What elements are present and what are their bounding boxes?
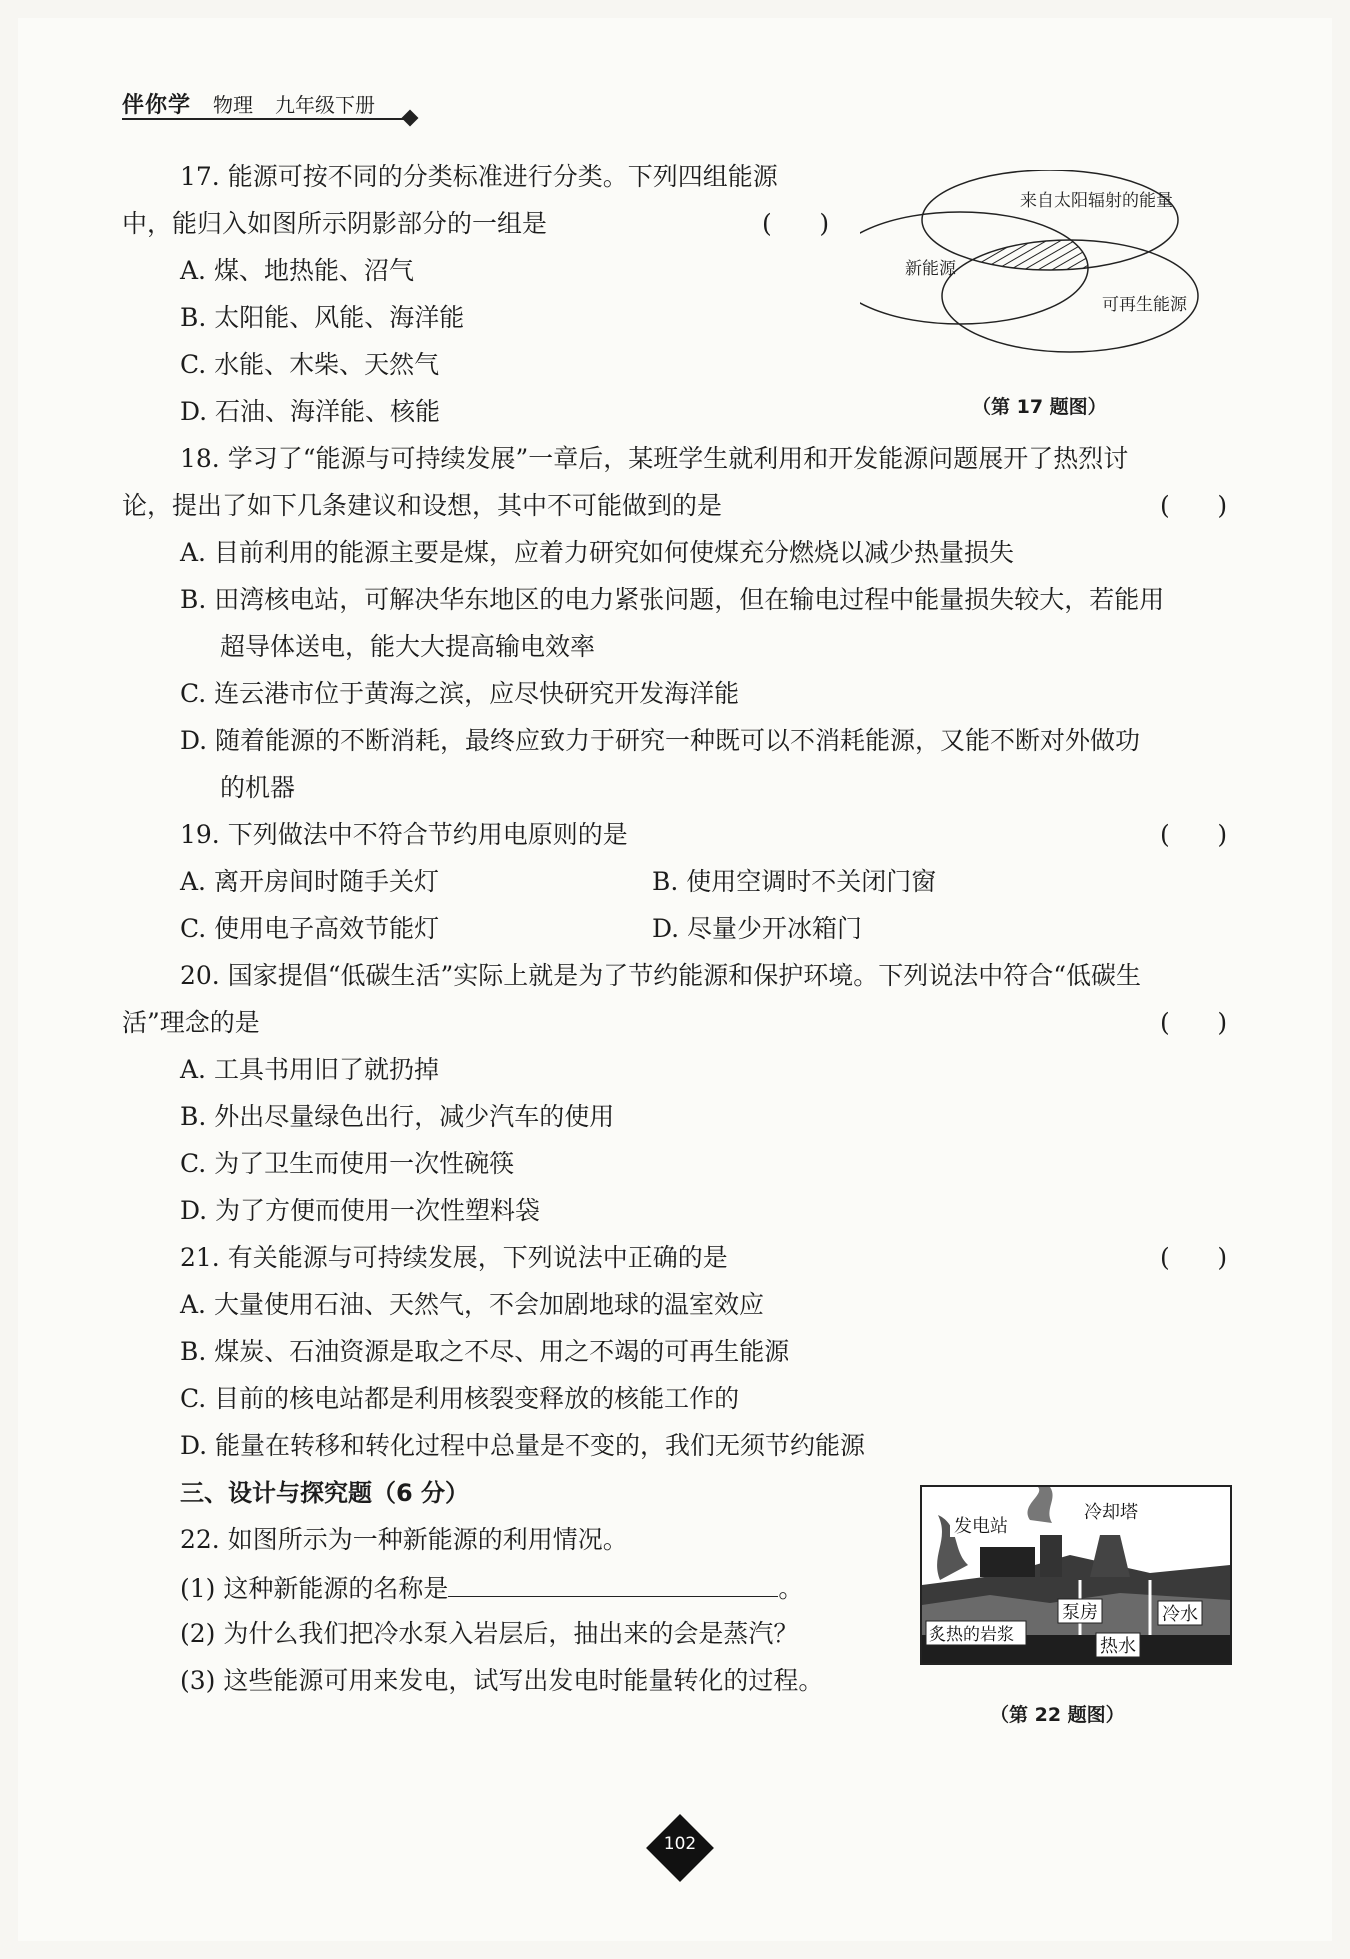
q18-answer-paren: ( ) <box>1160 491 1228 520</box>
q20-option-a: A. 工具书用旧了就扔掉 <box>180 1055 439 1084</box>
q22-answer-blank[interactable] <box>448 1572 778 1597</box>
q18-option-c: C. 连云港市位于黄海之滨，应尽快研究开发海洋能 <box>180 679 740 708</box>
q22-sub1-end: 。 <box>778 1574 804 1603</box>
q20-option-b: B. 外出尽量绿色出行，减少汽车的使用 <box>180 1102 615 1131</box>
q17-answer-paren: ( ) <box>762 209 830 238</box>
q22-figure-caption: （第 22 题图） <box>990 1704 1125 1726</box>
label-cold-water: 冷水 <box>1162 1604 1198 1625</box>
running-header <box>122 88 375 122</box>
q21-option-c: C. 目前的核电站都是利用核裂变释放的核能工作的 <box>180 1384 740 1413</box>
q18-option-d-line2: 的机器 <box>220 773 296 802</box>
grade-label: 九年级下册 <box>275 93 376 117</box>
q17-venn-diagram <box>860 170 1260 370</box>
q19-stem: 19. 下列做法中不符合节约用电原则的是 <box>180 820 628 849</box>
q22-subquestion-3: (3) 这些能源可用来发电，试写出发电时能量转化的过程。 <box>180 1666 824 1695</box>
venn-label-renewable: 可再生能源 <box>1102 295 1187 315</box>
q18-option-a: A. 目前利用的能源主要是煤，应着力研究如何使煤充分燃烧以减少热量损失 <box>180 538 1014 567</box>
q20-option-d: D. 为了方便而使用一次性塑料袋 <box>180 1196 541 1225</box>
q18-option-b-line2: 超导体送电，能大大提高输电效率 <box>220 632 596 661</box>
q19-option-d: D. 尽量少开冰箱门 <box>652 914 863 943</box>
q20-stem-line2: 活”理念的是 <box>122 1008 260 1037</box>
venn-label-solar: 来自太阳辐射的能量 <box>1020 191 1173 211</box>
q22-subquestion-1 <box>180 1572 803 1604</box>
q22-stem: 22. 如图所示为一种新能源的利用情况。 <box>180 1525 628 1554</box>
q17-figure-caption: （第 17 题图） <box>972 396 1107 418</box>
q20-option-c: C. 为了卫生而使用一次性碗筷 <box>180 1149 515 1178</box>
q17-option-a: A. 煤、地热能、沼气 <box>180 256 414 285</box>
subject-label: 物理 <box>213 93 254 117</box>
q21-option-a: A. 大量使用石油、天然气，不会加剧地球的温室效应 <box>180 1290 764 1319</box>
power-station-building <box>980 1547 1035 1577</box>
q22-geothermal-figure <box>920 1485 1232 1665</box>
q17-stem-line1: 17. 能源可按不同的分类标准进行分类。下列四组能源 <box>180 162 778 191</box>
q20-stem-line1: 20. 国家提倡“低碳生活”实际上就是为了节约能源和保护环境。下列说法中符合“低碳生 <box>180 961 1142 990</box>
q17-option-d: D. 石油、海洋能、核能 <box>180 397 441 426</box>
q21-answer-paren: ( ) <box>1160 1243 1228 1272</box>
q18-stem-line1: 18. 学习了“能源与可持续发展”一章后，某班学生就利用和开发能源问题展开了热烈讨 <box>180 444 1129 473</box>
label-hot-water: 热水 <box>1100 1636 1136 1657</box>
q17-stem-line2: 中，能归入如图所示阴影部分的一组是 <box>122 209 548 238</box>
q17-option-b: B. 太阳能、风能、海洋能 <box>180 303 465 332</box>
q22-subquestion-2: (2) 为什么我们把冷水泵入岩层后，抽出来的会是蒸汽？ <box>180 1619 799 1648</box>
q21-option-b: B. 煤炭、石油资源是取之不尽、用之不竭的可再生能源 <box>180 1337 790 1366</box>
q19-answer-paren: ( ) <box>1160 820 1228 849</box>
q22-sub1-text: (1) 这种新能源的名称是 <box>180 1574 449 1603</box>
section-three-title: 三、设计与探究题（6 分） <box>180 1479 470 1507</box>
venn-label-new: 新能源 <box>905 259 956 279</box>
q20-answer-paren: ( ) <box>1160 1008 1228 1037</box>
q21-option-d: D. 能量在转移和转化过程中总量是不变的，我们无须节约能源 <box>180 1431 866 1460</box>
q19-option-b: B. 使用空调时不关闭门窗 <box>652 867 937 896</box>
q17-option-c: C. 水能、木柴、天然气 <box>180 350 440 379</box>
q18-option-b-line1: B. 田湾核电站，可解决华东地区的电力紧张问题，但在输电过程中能量损失较大，若能用 <box>180 585 1165 614</box>
label-cooling-tower: 冷却塔 <box>1084 1502 1138 1523</box>
header-rule <box>122 118 412 120</box>
q21-stem: 21. 有关能源与可持续发展，下列说法中正确的是 <box>180 1243 728 1272</box>
q18-option-d-line1: D. 随着能源的不断消耗，最终应致力于研究一种既可以不消耗能源，又能不断对外做功 <box>180 726 1141 755</box>
q18-stem-line2: 论，提出了如下几条建议和设想，其中不可能做到的是 <box>122 491 723 520</box>
q19-option-a: A. 离开房间时随手关灯 <box>180 867 439 896</box>
page-number: 102 <box>663 1834 697 1854</box>
label-power-station: 发电站 <box>954 1516 1008 1537</box>
q19-option-c: C. 使用电子高效节能灯 <box>180 914 440 943</box>
station-stack <box>1040 1535 1062 1577</box>
label-pump-house: 泵房 <box>1062 1602 1098 1623</box>
series-brand: 伴你学 <box>122 93 192 118</box>
label-hot-magma: 炙热的岩浆 <box>929 1625 1014 1645</box>
